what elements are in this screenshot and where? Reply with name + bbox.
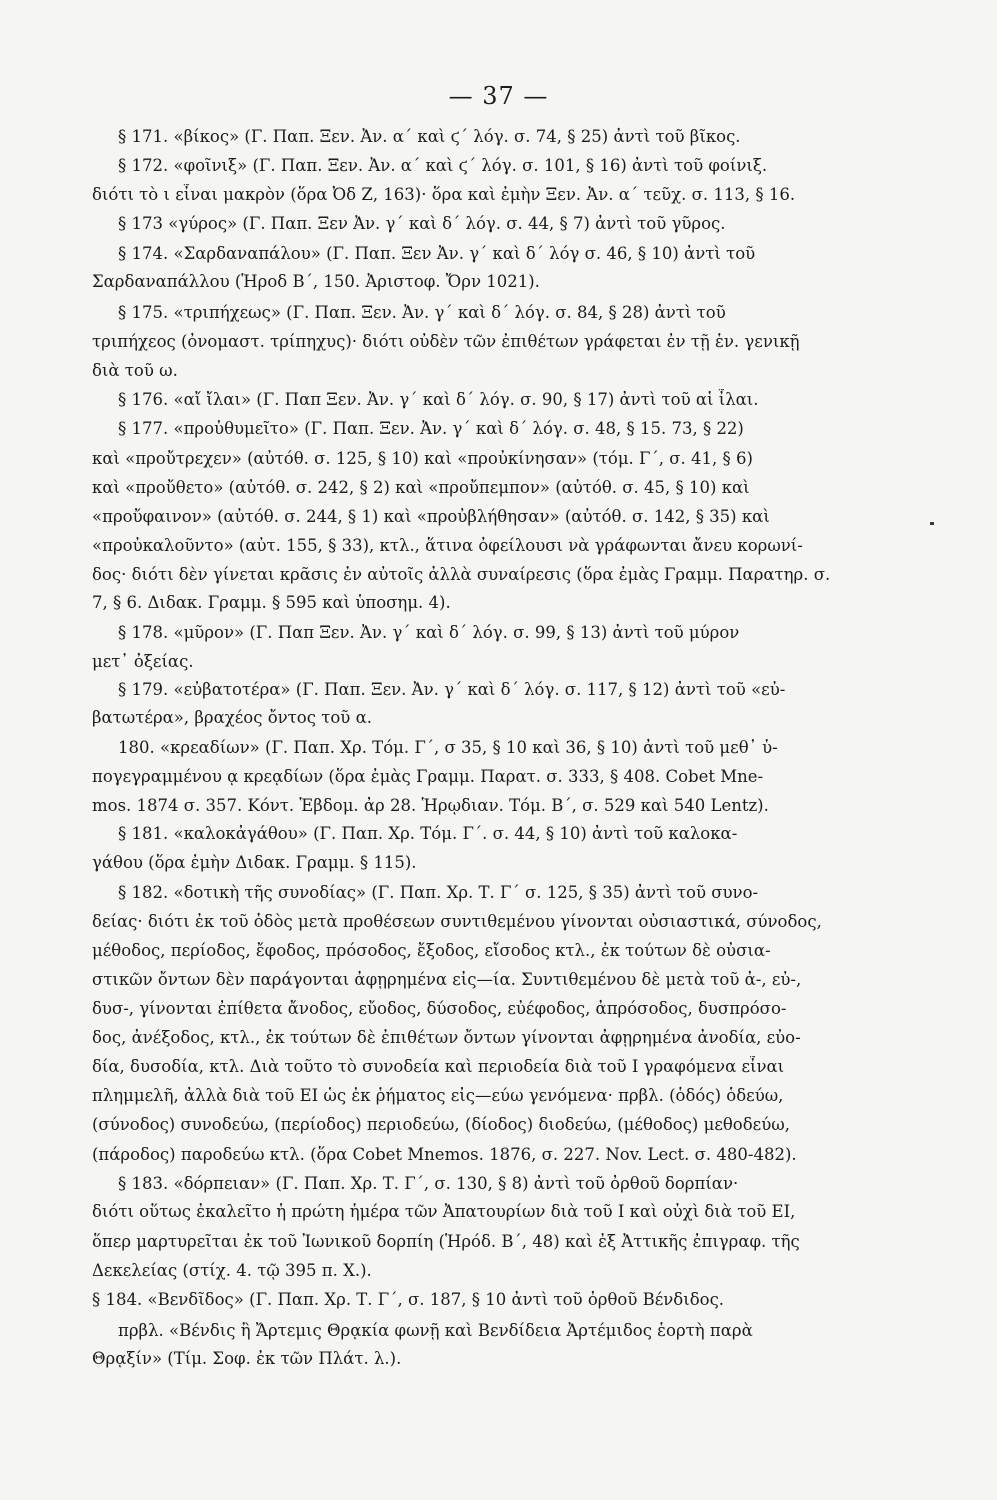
- text-line: mos. 1874 σ. 357. Κόντ. Ἑβδομ. ἀρ 28. Ἡρῳδιαν. Τόμ. Β΄, σ. 529 καὶ 540 Lentz).: [92, 796, 769, 815]
- text-line: διὰ τοῦ ω.: [92, 361, 178, 380]
- text-line: 180. «κρεαδίων» (Γ. Παπ. Χρ. Τόμ. Γ΄, σ 35, § 10 καὶ 36, § 10) ἀντὶ τοῦ μεθ᾽ ὑ-: [118, 738, 778, 757]
- text-line: § 181. «καλοκἀγάθου» (Γ. Παπ. Χρ. Τόμ. Γ΄. σ. 44, § 10) ἀντὶ τοῦ καλοκα-: [118, 824, 738, 843]
- text-line: § 178. «μῦρον» (Γ. Παπ Ξεν. Ἀν. γ΄ καὶ δ΄ λόγ. σ. 99, § 13) ἀντὶ τοῦ μύρον: [118, 623, 740, 642]
- text-line: § 174. «Σαρδαναπάλου» (Γ. Παπ. Ξεν Ἀν. γ΄ καὶ δ΄ λόγ σ. 46, § 10) ἀντὶ τοῦ: [118, 244, 756, 263]
- text-line: καὶ «προὔτρεχεν» (αὐτόθ. σ. 125, § 10) καὶ «προὐκίνησαν» (τόμ. Γ΄, σ. 41, § 6): [92, 449, 753, 468]
- text-line: δείας· διότι ἐκ τοῦ ὁδὸς μετὰ προθέσεων συντιθεμένου γίνονται οὐσιαστικά, σύνοδος,: [92, 912, 822, 931]
- text-line: (σύνοδος) συνοδεύω, (περίοδος) περιοδεύω, (δίοδος) διοδεύω, (μέθοδος) μεθοδεύω,: [92, 1115, 790, 1134]
- text-line: (πάροδος) παροδεύω κτλ. (ὅρα Cobet Mnemos. 1876, σ. 227. Nov. Lect. σ. 480-482).: [92, 1145, 797, 1164]
- text-line: 7, § 6. Διδακ. Γραμμ. § 595 καὶ ὑποσημ. 4).: [92, 593, 451, 612]
- text-line: § 173 «γύρος» (Γ. Παπ. Ξεν Ἀν. γ΄ καὶ δ΄ λόγ. σ. 44, § 7) ἀντὶ τοῦ γῦρος.: [118, 214, 726, 233]
- text-line: δος· διότι δὲν γίνεται κρᾶσις ἐν αὐτοῖς ἀλλὰ συναίρεσις (ὅρα ἐμὰς Γραμμ. Παρατηρ. σ.: [92, 565, 830, 584]
- text-line: βατωτέρα», βραχέος ὄντος τοῦ α.: [92, 708, 372, 727]
- text-line: διότι τὸ ι εἶναι μακρὸν (ὅρα Ὀδ Ζ, 163)· ὅρα καὶ ἐμὴν Ξεν. Ἀν. α΄ τεῦχ. σ. 113, § 16.: [92, 185, 796, 204]
- text-line: δος, ἀνέξοδος, κτλ., ἐκ τούτων δὲ ἐπιθέτων ὄντων γίνονται ἀφῃρημένα ἀνοδία, εὐο-: [92, 1028, 801, 1047]
- text-line: μέθοδος, περίοδος, ἔφοδος, πρόσοδος, ἔξοδος, εἴσοδος κτλ., ἐκ τούτων δὲ οὐσια-: [92, 941, 771, 960]
- text-line: Θρᾳξίν» (Τίμ. Σοφ. ἐκ τῶν Πλάτ. λ.).: [92, 1349, 402, 1368]
- text-line: § 182. «δοτικὴ τῆς συνοδίας» (Γ. Παπ. Χρ. Τ. Γ΄ σ. 125, § 35) ἀντὶ τοῦ συνο-: [118, 883, 759, 902]
- text-line: δυσ-, γίνονται ἐπίθετα ἄνοδος, εὔοδος, δύσοδος, εὐέφοδος, ἀπρόσοδος, δυσπρόσο-: [92, 999, 787, 1018]
- text-line: τριπήχεος (ὀνομαστ. τρίπηχυς)· διότι οὐδὲν τῶν ἐπιθέτων γράφεται ἐν τῇ ἑν. γενικῇ: [92, 332, 800, 351]
- text-line: § 179. «εὐβατοτέρα» (Γ. Παπ. Ξεν. Ἀν. γ΄ καὶ δ΄ λόγ. σ. 117, § 12) ἀντὶ τοῦ «εὐ-: [118, 680, 786, 699]
- page-number: — 37 —: [448, 82, 549, 110]
- text-line: πλημμελῆ, ἀλλὰ διὰ τοῦ ΕΙ ὡς ἐκ ῥήματος εἰς—εύω γενόμενα· πρβλ. (ὁδός) ὁδεύω,: [92, 1086, 784, 1105]
- text-line: § 177. «προὐθυμεῖτο» (Γ. Παπ. Ξεν. Ἀν. γ΄ καὶ δ΄ λόγ. σ. 48, § 15. 73, § 22): [118, 419, 744, 438]
- text-line: «προὐκαλοῦντο» (αὐτ. 155, § 33), κτλ., ἅτινα ὀφείλουσι νὰ γράφωνται ἄνευ κορωνί-: [92, 536, 803, 555]
- text-line: διότι οὕτως ἐκαλεῖτο ἡ πρώτη ἡμέρα τῶν Ἀπατουρίων διὰ τοῦ Ι καὶ οὐχὶ διὰ τοῦ ΕΙ,: [92, 1202, 796, 1221]
- text-line: γάθου (ὅρα ἐμὴν Διδακ. Γραμμ. § 115).: [92, 853, 417, 872]
- ink-speck: [930, 522, 934, 525]
- text-line: Σαρδαναπάλλου (Ἡροδ Β΄, 150. Ἀριστοφ. Ὄρν 1021).: [92, 272, 540, 291]
- text-line: πογεγραμμένου ᾳ κρεᾳδίων (ὅρα ἐμὰς Γραμμ. Παρατ. σ. 333, § 408. Cobet Mne-: [92, 767, 764, 786]
- text-line: «προὔφαινον» (αὐτόθ. σ. 244, § 1) καὶ «προὐβλήθησαν» (αὐτόθ. σ. 142, § 35) καὶ: [92, 507, 770, 526]
- text-line: § 176. «αἴ ἴλαι» (Γ. Παπ Ξεν. Ἀν. γ΄ καὶ δ΄ λόγ. σ. 90, § 17) ἀντὶ τοῦ αἱ ἶλαι.: [118, 390, 759, 409]
- text-line: καὶ «προὔθετο» (αὐτόθ. σ. 242, § 2) καὶ «προὔπεμπον» (αὐτόθ. σ. 45, § 10) καὶ: [92, 478, 750, 497]
- text-line: § 183. «δόρπειαν» (Γ. Παπ. Χρ. Τ. Γ΄, σ. 130, § 8) ἀντὶ τοῦ ὀρθοῦ δορπίαν·: [118, 1174, 739, 1193]
- text-line: δία, δυσοδία, κτλ. Διὰ τοῦτο τὸ συνοδεία καὶ περιοδεία διὰ τοῦ Ι γραφόμενα εἶναι: [92, 1057, 785, 1076]
- text-line: § 171. «βίκος» (Γ. Παπ. Ξεν. Ἀν. α΄ καὶ ϛ΄ λόγ. σ. 74, § 25) ἀντὶ τοῦ βῖκος.: [118, 127, 741, 146]
- text-line: Δεκελείας (στίχ. 4. τῷ 395 π. Χ.).: [92, 1261, 372, 1280]
- text-line: § 175. «τριπήχεως» (Γ. Παπ. Ξεν. Ἀν. γ΄ καὶ δ΄ λόγ. σ. 84, § 28) ἀντὶ τοῦ: [118, 303, 726, 322]
- text-line: μετ᾽ ὀξείας.: [92, 652, 194, 671]
- text-line: πρβλ. «Βένδις ἢ Ἄρτεμις Θρᾳκία φωνῇ καὶ Βενδίδεια Ἀρτέμιδος ἑορτὴ παρὰ: [118, 1321, 753, 1340]
- text-line: § 172. «φοῖνιξ» (Γ. Παπ. Ξεν. Ἀν. α΄ καὶ ϛ΄ λόγ. σ. 101, § 16) ἀντὶ τοῦ φοίνιξ.: [118, 156, 768, 175]
- text-line: § 184. «Βενδῖδος» (Γ. Παπ. Χρ. Τ. Γ΄, σ. 187, § 10 ἀντὶ τοῦ ὀρθοῦ Βένδιδος.: [92, 1290, 725, 1309]
- text-line: στικῶν ὄντων δὲν παράγονται ἀφῃρημένα εἰς—ία. Συντιθεμένου δὲ μετὰ τοῦ ἀ-, εὐ-,: [92, 970, 802, 989]
- text-line: ὅπερ μαρτυρεῖται ἐκ τοῦ Ἰωνικοῦ δορπίη (Ἡρόδ. Β΄, 48) καὶ ἐξ Ἀττικῆς ἐπιγραφ. τῆς: [92, 1232, 800, 1251]
